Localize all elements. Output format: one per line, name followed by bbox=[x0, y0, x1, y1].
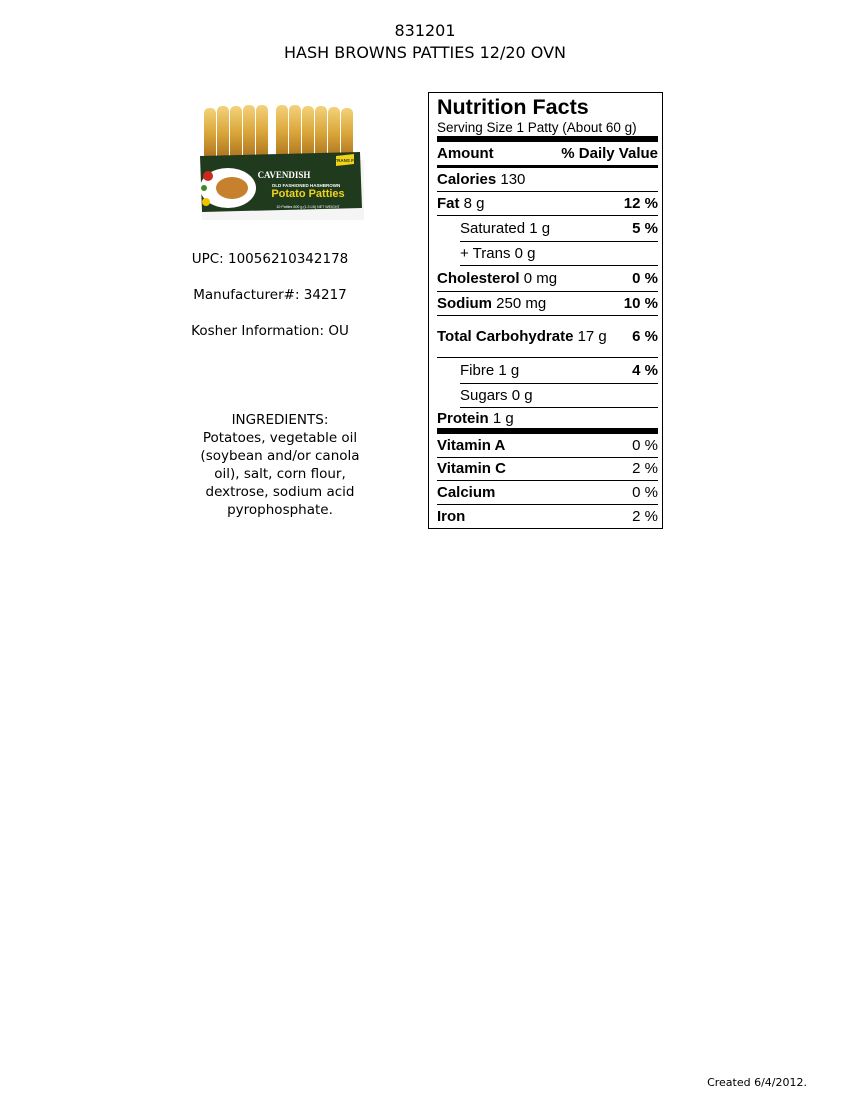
trans-label: + Trans 0 g bbox=[460, 245, 536, 262]
cholesterol-row bbox=[437, 266, 658, 292]
protein-row bbox=[437, 408, 658, 434]
saturated-dv: 5 % bbox=[632, 220, 658, 237]
nutrition-title: Nutrition Facts bbox=[437, 95, 589, 119]
sodium-dv: 10 % bbox=[623, 295, 658, 312]
daily-value-label: % Daily Value bbox=[561, 145, 658, 162]
vitamin-name: Iron bbox=[437, 507, 466, 525]
carbohydrate-value: 17 g bbox=[577, 328, 607, 345]
product-title: HASH BROWNS PATTIES 12/20 OVN bbox=[283, 43, 567, 62]
box-name: Potato Patties bbox=[271, 188, 345, 200]
vitamin-c-row bbox=[437, 458, 658, 482]
carbohydrate-row bbox=[437, 316, 658, 358]
calories-value: 130 bbox=[500, 171, 526, 188]
vitamin-name: Calcium bbox=[437, 483, 496, 501]
trans-fat-row bbox=[460, 242, 658, 266]
carbohydrate-label: Total Carbohydrate bbox=[437, 328, 574, 345]
manufacturer-text: Manufacturer#: 34217 bbox=[193, 287, 347, 303]
vitamin-dv: 2 % bbox=[632, 507, 658, 525]
ingredients-heading: INGREDIENTS: bbox=[231, 412, 329, 428]
box-subtitle: OLD FASHIONED HASHBROWN bbox=[271, 183, 341, 188]
vitamin-dv: 2 % bbox=[632, 460, 658, 478]
protein-value: 1 g bbox=[492, 409, 514, 427]
box-badge: 0 TRANS FAT bbox=[330, 158, 360, 163]
cholesterol-label: Cholesterol bbox=[437, 270, 520, 287]
ingredients-block bbox=[190, 411, 370, 519]
vitamin-a-row bbox=[437, 434, 658, 458]
box-weight: 10 Patties 600 g (1.3 LB) NET WEIGHT bbox=[276, 205, 340, 209]
fat-row bbox=[437, 192, 658, 216]
box-brand: CAVENDISH bbox=[257, 170, 311, 180]
sugars-label: Sugars 0 g bbox=[460, 387, 533, 404]
calories-label: Calories bbox=[437, 171, 497, 188]
protein-label: Protein bbox=[437, 409, 489, 427]
cholesterol-dv: 0 % bbox=[632, 270, 658, 287]
amount-header-row bbox=[437, 142, 658, 168]
sodium-value: 250 mg bbox=[496, 295, 547, 312]
fat-value: 8 g bbox=[463, 195, 485, 212]
fat-dv: 12 % bbox=[623, 195, 658, 212]
saturated-fat-row bbox=[460, 216, 658, 242]
fibre-label: Fibre 1 g bbox=[460, 362, 520, 379]
ingredients-text: Potatoes, vegetable oil (soybean and/or canola oil), salt, corn flour, dextrose, sodium acid pyrophosphate. bbox=[200, 430, 360, 518]
calcium-row bbox=[437, 481, 658, 505]
sugars-row bbox=[460, 384, 658, 408]
carbohydrate-dv: 6 % bbox=[632, 328, 658, 345]
iron-row bbox=[437, 505, 658, 529]
page-header bbox=[0, 20, 850, 64]
vitamin-name: Vitamin C bbox=[437, 460, 506, 478]
created-date: Created 6/4/2012. bbox=[707, 1076, 807, 1089]
sodium-row bbox=[437, 292, 658, 316]
fibre-dv: 4 % bbox=[632, 362, 658, 379]
saturated-label: Saturated 1 g bbox=[460, 220, 551, 237]
kosher-text: Kosher Information: OU bbox=[191, 323, 349, 339]
upc-text: UPC: 10056210342178 bbox=[191, 251, 349, 267]
cholesterol-value: 0 mg bbox=[523, 270, 558, 287]
vitamin-name: Vitamin A bbox=[437, 436, 506, 454]
sodium-label: Sodium bbox=[437, 295, 492, 312]
serving-size: Serving Size 1 Patty (About 60 g) bbox=[437, 120, 658, 142]
amount-label: Amount bbox=[437, 145, 494, 162]
calories-row bbox=[437, 168, 658, 192]
product-box-image bbox=[196, 96, 364, 220]
vitamin-dv: 0 % bbox=[632, 483, 658, 501]
nutrition-facts-panel bbox=[428, 92, 663, 529]
fibre-row bbox=[460, 358, 658, 384]
product-code: 831201 bbox=[394, 21, 456, 40]
vitamin-dv: 0 % bbox=[632, 436, 658, 454]
fat-label: Fat bbox=[437, 195, 460, 212]
